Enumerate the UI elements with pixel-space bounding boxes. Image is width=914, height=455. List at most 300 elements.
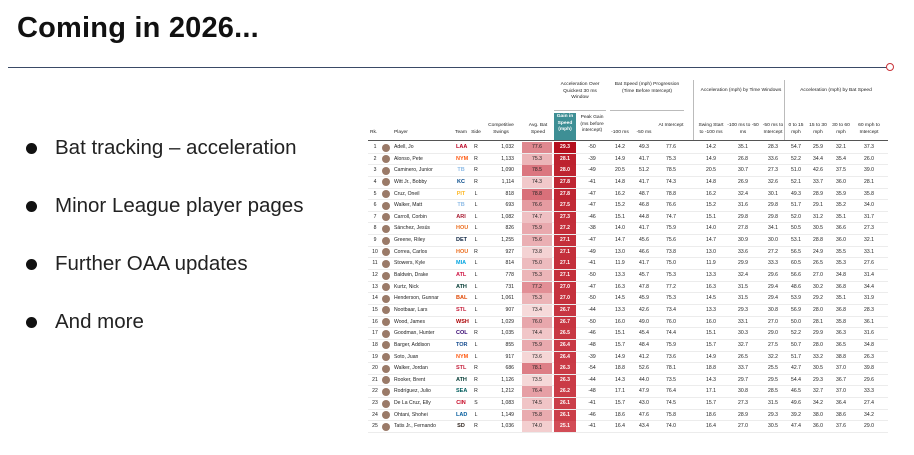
cell-swings: 1,090 — [501, 167, 514, 174]
team-logo-icon: SD — [457, 423, 465, 430]
cell-rk: 11 — [372, 260, 378, 267]
bullet-item — [26, 138, 303, 158]
cell-s3060: 36.0 — [836, 178, 846, 185]
player-headshot-icon — [382, 295, 390, 303]
cell-s60: 35.8 — [864, 190, 874, 197]
col-header-rk: Rk. — [370, 130, 378, 135]
table-row — [368, 363, 888, 375]
cell-player: Walker, Jordan — [394, 365, 428, 372]
cell-w100: 33.1 — [738, 318, 748, 325]
cell-s3060: 34.8 — [836, 272, 846, 279]
team-logo-icon: LAD — [456, 411, 468, 418]
group-header-time-windows: Acceleration (mph) by Time Windows — [700, 88, 782, 93]
table-row — [368, 398, 888, 410]
team-logo-icon: ARI — [456, 213, 466, 220]
cell-s1530: 30.2 — [813, 283, 823, 290]
bullet-text: And more — [55, 310, 144, 333]
cell-m100: 15.7 — [615, 400, 625, 407]
cell-ss: 17.1 — [706, 388, 716, 395]
cell-rk: 25 — [372, 423, 378, 430]
cell-m50: 46.6 — [639, 248, 649, 255]
team-logo-icon: TB — [457, 167, 465, 174]
cell-m50: 48.7 — [639, 190, 649, 197]
cell-side: L — [474, 272, 478, 279]
cell-s3060: 35.5 — [836, 248, 846, 255]
bullet-item — [26, 254, 303, 274]
cell-atint: 75.3 — [666, 295, 676, 302]
cell-ss: 15.1 — [706, 330, 716, 337]
cell-w50: 29.3 — [768, 411, 778, 418]
cell-s3060: 35.8 — [836, 318, 846, 325]
bullet-text: Further OAA updates — [55, 252, 248, 275]
cell-s015: 51.7 — [791, 353, 801, 360]
cell-gain: 27.1 — [554, 258, 576, 269]
cell-atint: 77.6 — [666, 144, 676, 150]
cell-peak: -41 — [588, 400, 596, 407]
cell-swings: 1,149 — [501, 411, 514, 418]
cell-w50: 28.3 — [768, 144, 778, 150]
team-logo-icon: BAL — [456, 295, 468, 302]
cell-s1530: 30.5 — [813, 365, 823, 372]
player-headshot-icon — [382, 341, 390, 349]
cell-side: R — [474, 155, 478, 162]
table-row — [368, 340, 888, 352]
cell-avg: 74.5 — [522, 398, 552, 409]
cell-rk: 17 — [372, 330, 378, 337]
cell-atint: 76.4 — [666, 388, 676, 395]
cell-swings: 686 — [505, 365, 514, 372]
cell-atint: 73.4 — [666, 306, 676, 313]
cell-avg: 77.6 — [522, 142, 552, 153]
cell-rk: 19 — [372, 353, 378, 360]
team-logo-icon: STL — [456, 365, 467, 372]
cell-ss: 18.6 — [706, 411, 716, 418]
cell-w100: 31.5 — [738, 283, 748, 290]
cell-s1530: 28.0 — [813, 341, 823, 348]
cell-s60: 39.8 — [864, 365, 874, 372]
cell-w50: 29.8 — [768, 213, 778, 220]
cell-s1530: 29.2 — [813, 295, 823, 302]
bat-tracking-table — [368, 80, 888, 452]
team-logo-icon: SEA — [456, 388, 468, 395]
table-row — [368, 375, 888, 387]
cell-peak: -47 — [588, 190, 596, 197]
cell-swings: 1,035 — [501, 330, 514, 337]
cell-rk: 8 — [373, 225, 377, 232]
cell-peak: -48 — [588, 388, 596, 395]
cell-peak: -46 — [588, 213, 596, 220]
col-header-s1530: 15 to 30 mph — [809, 123, 827, 135]
cell-rk: 2 — [373, 155, 377, 162]
cell-side: L — [474, 237, 478, 244]
cell-swings: 1,133 — [501, 155, 514, 162]
player-headshot-icon — [382, 388, 390, 396]
cell-swings: 927 — [505, 248, 514, 255]
cell-rk: 5 — [373, 190, 377, 197]
cell-s015: 52.2 — [791, 155, 801, 162]
player-headshot-icon — [382, 178, 390, 186]
divider-end-circle-icon — [886, 63, 894, 71]
cell-player: Nootbaar, Lars — [394, 306, 428, 313]
team-logo-icon: NYM — [456, 155, 469, 162]
cell-w100: 33.7 — [738, 365, 748, 372]
cell-avg: 73.4 — [522, 305, 552, 316]
cell-s60: 37.3 — [864, 144, 874, 150]
cell-gain: 26.1 — [554, 410, 576, 421]
cell-peak: -41 — [588, 260, 596, 267]
cell-player: Henderson, Gunnar — [394, 295, 439, 302]
cell-peak: -50 — [588, 318, 596, 325]
cell-ss: 14.3 — [706, 376, 716, 383]
cell-atint: 74.3 — [666, 178, 676, 185]
cell-rk: 7 — [373, 213, 377, 220]
cell-w100: 26.9 — [738, 178, 748, 185]
cell-side: L — [474, 202, 478, 209]
header-underline — [368, 140, 888, 141]
cell-s1530: 24.9 — [813, 248, 823, 255]
cell-m100: 14.2 — [615, 144, 625, 150]
cell-m50: 46.8 — [639, 202, 649, 209]
cell-avg: 75.3 — [522, 270, 552, 281]
cell-atint: 74.0 — [666, 423, 676, 430]
cell-s015: 51.0 — [791, 167, 801, 174]
table-row — [368, 247, 888, 259]
group-divider — [693, 80, 694, 140]
cell-m50: 52.6 — [639, 365, 649, 372]
bullet-dot-icon — [26, 259, 37, 270]
player-headshot-icon — [382, 260, 390, 268]
bullet-list — [26, 138, 303, 370]
cell-w50: 29.0 — [768, 330, 778, 337]
cell-s015: 53.1 — [791, 237, 801, 244]
cell-s015: 50.0 — [791, 318, 801, 325]
cell-m50: 45.7 — [639, 272, 649, 279]
col-header-w50: -50 ms to Intercept — [762, 123, 784, 135]
table-row — [368, 258, 888, 270]
col-header-gain: Gain in Speed (mph) — [554, 113, 576, 140]
cell-w100: 26.8 — [738, 155, 748, 162]
table-row — [368, 235, 888, 247]
cell-w100: 27.0 — [738, 423, 748, 430]
cell-s3060: 36.6 — [836, 225, 846, 232]
cell-w100: 27.8 — [738, 225, 748, 232]
bullet-item — [26, 312, 303, 332]
group-header-by-speed: Acceleration (mph) by Bat Speed — [800, 88, 872, 93]
cell-atint: 73.5 — [666, 376, 676, 383]
cell-ss: 14.8 — [706, 178, 716, 185]
cell-s1530: 33.2 — [813, 353, 823, 360]
cell-atint: 77.2 — [666, 283, 676, 290]
cell-s60: 26.3 — [864, 353, 874, 360]
cell-w100: 32.4 — [738, 190, 748, 197]
cell-s015: 46.5 — [791, 388, 801, 395]
table-body — [368, 142, 888, 433]
team-logo-icon: TB — [457, 202, 465, 209]
cell-w100: 30.8 — [738, 388, 748, 395]
cell-w100: 29.9 — [738, 260, 748, 267]
table-row — [368, 154, 888, 166]
bullet-item — [26, 196, 303, 216]
cell-rk: 13 — [372, 283, 378, 290]
player-headshot-icon — [382, 376, 390, 384]
cell-side: R — [474, 365, 478, 372]
cell-s015: 56.6 — [791, 272, 801, 279]
cell-player: Goodman, Hunter — [394, 330, 435, 337]
cell-atint: 74.4 — [666, 330, 676, 337]
cell-avg: 73.5 — [522, 375, 552, 386]
cell-ss: 16.0 — [706, 318, 716, 325]
cell-rk: 22 — [372, 388, 378, 395]
table-row — [368, 189, 888, 201]
col-header-s015: 0 to 15 mph — [788, 123, 804, 135]
cell-m50: 45.9 — [639, 295, 649, 302]
cell-avg: 78.5 — [522, 165, 552, 176]
cell-player: Rooker, Brent — [394, 376, 426, 383]
cell-s1530: 34.2 — [813, 400, 823, 407]
cell-peak: -47 — [588, 202, 596, 209]
group-underline — [554, 110, 606, 111]
cell-s015: 49.3 — [791, 190, 801, 197]
cell-ss: 13.3 — [706, 272, 716, 279]
table-row — [368, 317, 888, 329]
cell-w50: 27.5 — [768, 341, 778, 348]
cell-s015: 51.7 — [791, 202, 801, 209]
bullet-dot-icon — [26, 143, 37, 154]
team-logo-icon: PIT — [456, 190, 466, 197]
cell-player: Witt Jr., Bobby — [394, 178, 427, 185]
cell-s015: 49.6 — [791, 400, 801, 407]
cell-ss: 13.0 — [706, 248, 716, 255]
cell-m50: 49.3 — [639, 144, 649, 150]
cell-s3060: 38.6 — [836, 411, 846, 418]
player-headshot-icon — [382, 225, 390, 233]
cell-rk: 18 — [372, 341, 378, 348]
cell-s60: 33.1 — [864, 248, 874, 255]
table-row — [368, 421, 888, 433]
cell-s015: 54.7 — [791, 144, 801, 150]
cell-s60: 39.0 — [864, 167, 874, 174]
cell-avg: 78.8 — [522, 189, 552, 200]
cell-swings: 1,029 — [501, 318, 514, 325]
cell-avg: 74.4 — [522, 328, 552, 339]
cell-ss: 16.3 — [706, 283, 716, 290]
cell-swings: 1,036 — [501, 423, 514, 430]
cell-rk: 9 — [373, 237, 377, 244]
player-headshot-icon — [382, 155, 390, 163]
cell-side: R — [474, 388, 478, 395]
team-logo-icon: ATH — [456, 283, 467, 290]
cell-side: L — [474, 318, 478, 325]
col-header-avg: Avg. Bat Speed — [528, 123, 548, 135]
cell-s015: 52.0 — [791, 213, 801, 220]
col-header-atint: At Intercept — [658, 123, 684, 128]
player-headshot-icon — [382, 318, 390, 326]
cell-s015: 39.2 — [791, 411, 801, 418]
cell-player: Soto, Juan — [394, 353, 419, 360]
cell-swings: 917 — [505, 353, 514, 360]
cell-m50: 47.6 — [639, 411, 649, 418]
cell-w50: 32.6 — [768, 178, 778, 185]
cell-side: L — [474, 306, 478, 313]
player-headshot-icon — [382, 400, 390, 408]
cell-w100: 30.7 — [738, 167, 748, 174]
title-divider — [8, 67, 890, 68]
cell-swings: 1,032 — [501, 144, 514, 150]
cell-ss: 16.4 — [706, 423, 716, 430]
cell-peak: -41 — [588, 178, 596, 185]
cell-m50: 41.7 — [639, 178, 649, 185]
cell-atint: 78.5 — [666, 167, 676, 174]
cell-peak: -50 — [588, 144, 596, 150]
cell-m100: 15.1 — [615, 213, 625, 220]
col-header-w100: -100 ms to -50 ms — [727, 123, 759, 135]
col-header-peak: Peak Gain (ms before intercept) — [580, 115, 604, 134]
cell-m100: 20.5 — [615, 167, 625, 174]
cell-gain: 26.3 — [554, 363, 576, 374]
team-logo-icon: MIA — [456, 260, 467, 267]
player-headshot-icon — [382, 423, 390, 431]
cell-s1530: 32.7 — [813, 388, 823, 395]
cell-m100: 17.1 — [615, 388, 625, 395]
table-row — [368, 165, 888, 177]
cell-m50: 43.4 — [639, 423, 649, 430]
cell-avg: 75.6 — [522, 235, 552, 246]
cell-w50: 33.6 — [768, 155, 778, 162]
cell-s60: 34.8 — [864, 341, 874, 348]
cell-swings: 855 — [505, 341, 514, 348]
cell-s3060: 35.1 — [836, 295, 846, 302]
cell-w100: 27.3 — [738, 400, 748, 407]
cell-w50: 30.1 — [768, 190, 778, 197]
player-headshot-icon — [382, 202, 390, 210]
cell-w100: 30.9 — [738, 237, 748, 244]
cell-rk: 20 — [372, 365, 378, 372]
cell-gain: 27.5 — [554, 200, 576, 211]
cell-s015: 52.1 — [791, 178, 801, 185]
cell-w50: 31.5 — [768, 400, 778, 407]
cell-rk: 23 — [372, 400, 378, 407]
cell-ss: 14.9 — [706, 155, 716, 162]
cell-m100: 14.7 — [615, 237, 625, 244]
cell-s3060: 37.6 — [836, 423, 846, 430]
cell-w50: 29.5 — [768, 376, 778, 383]
cell-s3060: 37.5 — [836, 167, 846, 174]
cell-gain: 27.8 — [554, 177, 576, 188]
cell-m50: 44.8 — [639, 213, 649, 220]
cell-atint: 75.0 — [666, 260, 676, 267]
cell-w50: 30.5 — [768, 423, 778, 430]
cell-s3060: 35.4 — [836, 155, 846, 162]
cell-avg: 75.8 — [522, 410, 552, 421]
cell-avg: 77.2 — [522, 282, 552, 293]
table-row — [368, 270, 888, 282]
cell-side: L — [474, 341, 478, 348]
cell-peak: -49 — [588, 167, 596, 174]
cell-player: Baldwin, Drake — [394, 272, 429, 279]
cell-s3060: 35.2 — [836, 202, 846, 209]
cell-player: Alonso, Pete — [394, 155, 423, 162]
cell-s3060: 35.3 — [836, 260, 846, 267]
player-headshot-icon — [382, 272, 390, 280]
cell-avg: 73.8 — [522, 247, 552, 258]
cell-ss: 14.7 — [706, 237, 716, 244]
player-headshot-icon — [382, 365, 390, 373]
cell-s015: 42.7 — [791, 365, 801, 372]
player-headshot-icon — [382, 248, 390, 256]
cell-side: L — [474, 411, 478, 418]
cell-s015: 50.5 — [791, 225, 801, 232]
player-headshot-icon — [382, 190, 390, 198]
cell-peak: -46 — [588, 411, 596, 418]
cell-gain: 27.1 — [554, 270, 576, 281]
cell-ss: 15.7 — [706, 400, 716, 407]
cell-player: Ohtani, Shohei — [394, 411, 428, 418]
cell-ss: 15.1 — [706, 213, 716, 220]
cell-s015: 60.5 — [791, 260, 801, 267]
cell-m100: 14.9 — [615, 155, 625, 162]
cell-swings: 731 — [505, 283, 514, 290]
cell-gain: 26.4 — [554, 340, 576, 351]
table-row — [368, 177, 888, 189]
cell-s60: 33.3 — [864, 388, 874, 395]
cell-rk: 14 — [372, 295, 378, 302]
cell-ss: 11.9 — [706, 260, 716, 267]
cell-s1530: 28.9 — [813, 190, 823, 197]
cell-s3060: 36.8 — [836, 306, 846, 313]
cell-s1530: 26.5 — [813, 260, 823, 267]
cell-s3060: 38.8 — [836, 353, 846, 360]
cell-gain: 26.1 — [554, 398, 576, 409]
team-logo-icon: TOR — [456, 341, 468, 348]
cell-w50: 32.2 — [768, 353, 778, 360]
cell-m50: 47.9 — [639, 388, 649, 395]
cell-s3060: 37.0 — [836, 365, 846, 372]
cell-w50: 29.4 — [768, 295, 778, 302]
cell-ss: 18.8 — [706, 365, 716, 372]
cell-peak: -49 — [588, 248, 596, 255]
cell-peak: -44 — [588, 306, 596, 313]
cell-gain: 26.3 — [554, 375, 576, 386]
cell-peak: -44 — [588, 376, 596, 383]
cell-w50: 27.3 — [768, 167, 778, 174]
col-header-swings: Competitive Swings — [488, 123, 514, 135]
cell-s3060: 37.0 — [836, 388, 846, 395]
cell-s60: 31.7 — [864, 213, 874, 220]
cell-m50: 47.8 — [639, 283, 649, 290]
cell-ss: 14.5 — [706, 295, 716, 302]
cell-gain: 27.0 — [554, 293, 576, 304]
cell-gain: 26.5 — [554, 328, 576, 339]
cell-rk: 10 — [372, 248, 378, 255]
cell-swings: 814 — [505, 260, 514, 267]
player-headshot-icon — [382, 353, 390, 361]
cell-m100: 13.0 — [615, 248, 625, 255]
cell-s3060: 36.4 — [836, 400, 846, 407]
cell-gain: 26.2 — [554, 386, 576, 397]
cell-gain: 28.1 — [554, 154, 576, 165]
cell-ss: 20.5 — [706, 167, 716, 174]
cell-s3060: 36.3 — [836, 330, 846, 337]
col-header-s3060: 30 to 60 mph — [832, 123, 850, 135]
cell-s1530: 25.9 — [813, 144, 823, 150]
cell-rk: 16 — [372, 318, 378, 325]
cell-peak: -50 — [588, 295, 596, 302]
cell-s3060: 35.9 — [836, 190, 846, 197]
col-header-s60: 60 mph to Intercept — [858, 123, 880, 135]
cell-w100: 35.1 — [738, 144, 748, 150]
cell-s015: 53.9 — [791, 295, 801, 302]
cell-player: Sánchez, Jesús — [394, 225, 430, 232]
